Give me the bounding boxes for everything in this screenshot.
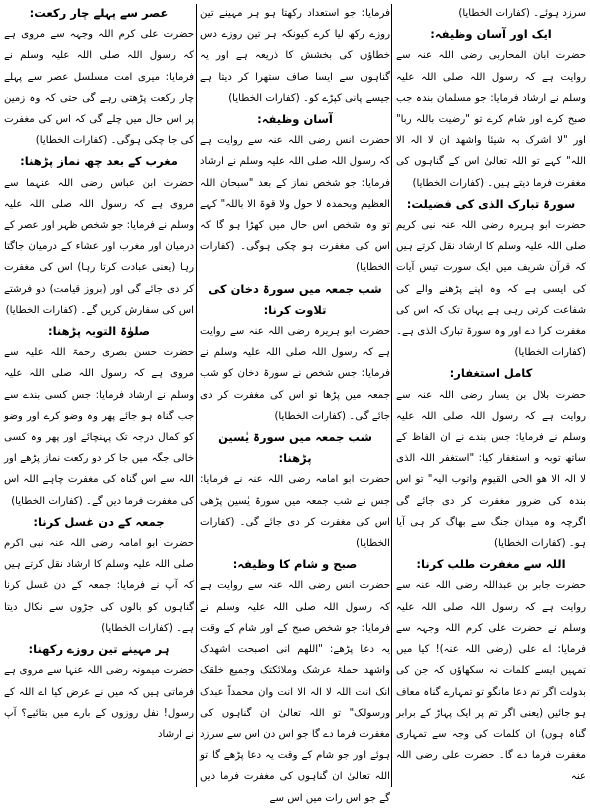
section-heading: سورۃ تبارک الذی کی فضیلت: xyxy=(406,196,576,211)
section-heading: عصر سے پہلے چار رکعت: xyxy=(29,6,169,20)
section-heading: آسان وظیفہ: xyxy=(257,112,333,127)
body-paragraph: حضرت ابو ہریرہ رضی اللہ عنہ نبی کریم صلی اللہ علیہ وسلم کا ارشاد نقل کرتے ہیں کہ قرآن شریف میں ایک سورت تیس آیات کی ایسی ہے کہ وہ اپنے پڑھنے والے کی شفاعت کرتی رہی ہے یہاں تک کہ اس کی مغفرت کرا دے اور وہ سورۃ تبارک الذی ہے۔ (کفارات الخطایا) xyxy=(396,220,586,359)
section-heading: ایک اور آسان وظیفہ: xyxy=(430,27,552,42)
section-heading: شب جمعہ میں سورۃ یٰسین پڑھنا: xyxy=(218,430,372,466)
body-paragraph: حضرت انس رضی اللہ عنہ سے روایت ہے کہ رسول اللہ صلی اللہ علیہ وسلم نے فرمایا: جو شخص صبح کے اور شام کے وقت یہ دعا پڑھے: "اللھم انی اصبحت اشھدک واشھد حملۃ عرشک وملائکتک وجمیع خلقک انک انت اللہ لا الہ الا انت وان محمداً عبدک ورسولک" تو اللہ تعالیٰ ان گناہوں کی مغفرت فرما دے گا جو اس دن اس سے سرزد ہوئے اور جو شام کے وقت یہ دعا پڑھے گا تو اللہ تعالیٰ ان گناہوں کی مغفرت فرما دیں گے جو اس رات میں اس سے xyxy=(200,580,390,804)
body-paragraph: فرمایا: جو استعداد رکھتا ہو ہر مہینے تین روزے رکھ لیا کرے کیونکہ ہر تین روزے دس خطاؤں کی بخشش کا ذریعہ ہے اور یہ گناہوں سے ایسا صاف ستھرا کر دیتا ہے جیسے پانی کپڑے کو۔ (کفارات الخطایا) xyxy=(200,8,390,104)
body-paragraph: حضرت ابو امامہ رضی اللہ عنہ نبی اکرم صلی اللہ علیہ وسلم کا ارشاد نقل کرتے ہیں کہ آپ نے فرمایا: جمعہ کے دن غسل کرنا گناہوں کو بالوں کی جڑوں سے نکال دیتا ہے۔ (کفارات الخطایا) xyxy=(4,538,194,634)
body-paragraph: حضرت حسن بصری رحمۃ اللہ علیہ سے مروی ہے کہ رسول اللہ صلی اللہ علیہ وسلم نے ارشاد فرمایا: جس کسی بندے سے جب گناہ ہو جائے پھر وہ وضو کرے اور وضو کو کمال درجہ تک پہنچائے اور پھر وہ کسی خالی جگہ میں جا کر دو رکعت نماز پڑھے اور اللہ سے اس گناہ کی مغفرت چاہے اللہ اس کی مغفرت فرما دیں گے۔ (کفارات الخطایا) xyxy=(4,347,194,507)
section-heading: جمعہ کے دن غسل کرنا: xyxy=(33,514,165,529)
section-heading: صلوٰۃ التوبہ پڑھنا: xyxy=(47,324,151,339)
section-heading: ہر مہینے تین روزے رکھنا: xyxy=(28,642,170,657)
body-paragraph: حضرت ابان المحاربی رضی اللہ عنہ سے روایت ہے کہ رسول اللہ صلی اللہ علیہ وسلم نے ارشاد فرمایا: جو مسلمان بندہ جب صبح کرے اور شام کرے تو "رضیت باللہ ربا" اور "لا اشرک بہ شیئا واشھد ان لا الہ الا اللہ" کہے تو اللہ تعالیٰ اس کے گناہوں کی مغفرت فرما دیتے ہیں۔ (کفارات الخطایا) xyxy=(396,50,586,189)
body-paragraph: حضرت ابو امامہ رضی اللہ عنہ نے فرمایا: جس نے شب جمعہ میں سورۃ یٰسین پڑھی اس کی مغفرت کر دی جائے گی۔ (کفارات الخطایا) xyxy=(200,474,390,550)
section-heading: شب جمعہ میں سورۃ دخان کی تلاوت کرنا: xyxy=(208,281,382,317)
body-paragraph: حضرت بلال بن یسار رضی اللہ عنہ سے روایت ہے کہ رسول اللہ صلی اللہ علیہ وسلم نے فرمایا: جس بندے نے ان الفاظ کے ساتھ توبہ و استغفار کیا: "استغفر اللہ الذی لا الہ الا ھو الحی القیوم واتوب الیہ" تو اس بندہ کی ضرور مغفرت کر دی جائے گی اگرچہ وہ میدان جنگ سے بھاگ کر ہی آیا ہو۔ (کفارات الخطایا) xyxy=(396,389,586,550)
column-divider-left xyxy=(196,4,197,787)
section-heading: صبح و شام کا وظیفہ: xyxy=(232,557,358,572)
body-paragraph: حضرت میمونہ رضی اللہ عنہا سے مروی ہے فرماتی ہیں کہ میں نے عرض کیا اے اللہ کے رسول! نفل روزوں کے بارے میں بتائیے؟ آپ نے ارشاد xyxy=(4,665,194,740)
body-paragraph: حضرت انس رضی اللہ عنہ سے روایت ہے کہ رسول اللہ صلی اللہ علیہ وسلم نے ارشاد فرمایا: جو شخص نماز کے بعد "سبحان اللہ العظیم وبحمدہ لا حول ولا قوۃ الا باللہ" کہے تو وہ شخص اس حال میں کھڑا ہو گا کہ اس کی مغفرت ہو چکی ہوگی۔ (کفارات الخطایا) xyxy=(200,135,390,274)
column-divider-right xyxy=(391,4,392,787)
body-paragraph: حضرت ابن عباس رضی اللہ عنہما سے مروی ہے کہ رسول اللہ صلی اللہ علیہ وسلم نے فرمایا: جو شخص ظہر اور عصر کے درمیان اور مغرب اور عشاء کے درمیان جاگتا رہا (یعنی عبادت کرتا رہا) اس کی مغفرت کر دی جائے گی اور (بروز قیامت) دو فرشتے اس کی سفارش کریں گے۔ (کفارات الخطایا) xyxy=(4,177,194,316)
text-column-right xyxy=(4,3,194,788)
body-paragraph: حضرت علی کرم اللہ وجہہ سے مروی ہے کہ رسول اللہ صلی اللہ علیہ وسلم نے فرمایا: میری امت مسلسل عصر سے پہلے چار رکعت پڑھتی رہے گی حتی کہ وہ زمین پر اس حال میں چلے گی کہ اس کی مغفرت کی جا چکی ہوگی۔ (کفارات الخطایا) xyxy=(4,29,194,147)
text-column-middle xyxy=(200,3,390,804)
body-paragraph: حضرت ابو ہریرہ رضی اللہ عنہ سے روایت ہے کہ رسول اللہ صلی اللہ علیہ وسلم نے فرمایا: جس شخص نے سورۃ دخان کو شب جمعہ میں پڑھا تو اس کی مغفرت کر دی جائے گی۔ (کفارات الخطایا) xyxy=(200,326,390,422)
body-paragraph: حضرت جابر بن عبداللہ رضی اللہ عنہ سے روایت ہے کہ رسول اللہ صلی اللہ علیہ وسلم نے حضرت علی کرم اللہ وجہہ سے فرمایا: اے علی (رضی اللہ عنہ)! کیا میں تمہیں ایسے کلمات نہ سکھاؤں کہ جن کی بدولت اگر تم دعا مانگو تو تمہارے گناہ معاف ہو جائیں (یعنی اگر تم پر ایک پہاڑ کے برابر گناہ ہوں) ان کلمات کی وجہ سے تمہاری مغفرت فرما دے گا۔ حضرت علی رضی اللہ عنہ xyxy=(396,580,586,783)
section-heading: اللہ سے مغفرت طلب کرنا: xyxy=(416,557,566,572)
body-paragraph: سرزد ہوئے۔ (کفارات الخطایا) xyxy=(458,8,586,19)
section-heading: مغرب کے بعد چھ نماز پڑھنا: xyxy=(20,154,178,169)
text-column-left xyxy=(396,3,586,788)
section-heading: کامل استغفار: xyxy=(449,366,533,381)
